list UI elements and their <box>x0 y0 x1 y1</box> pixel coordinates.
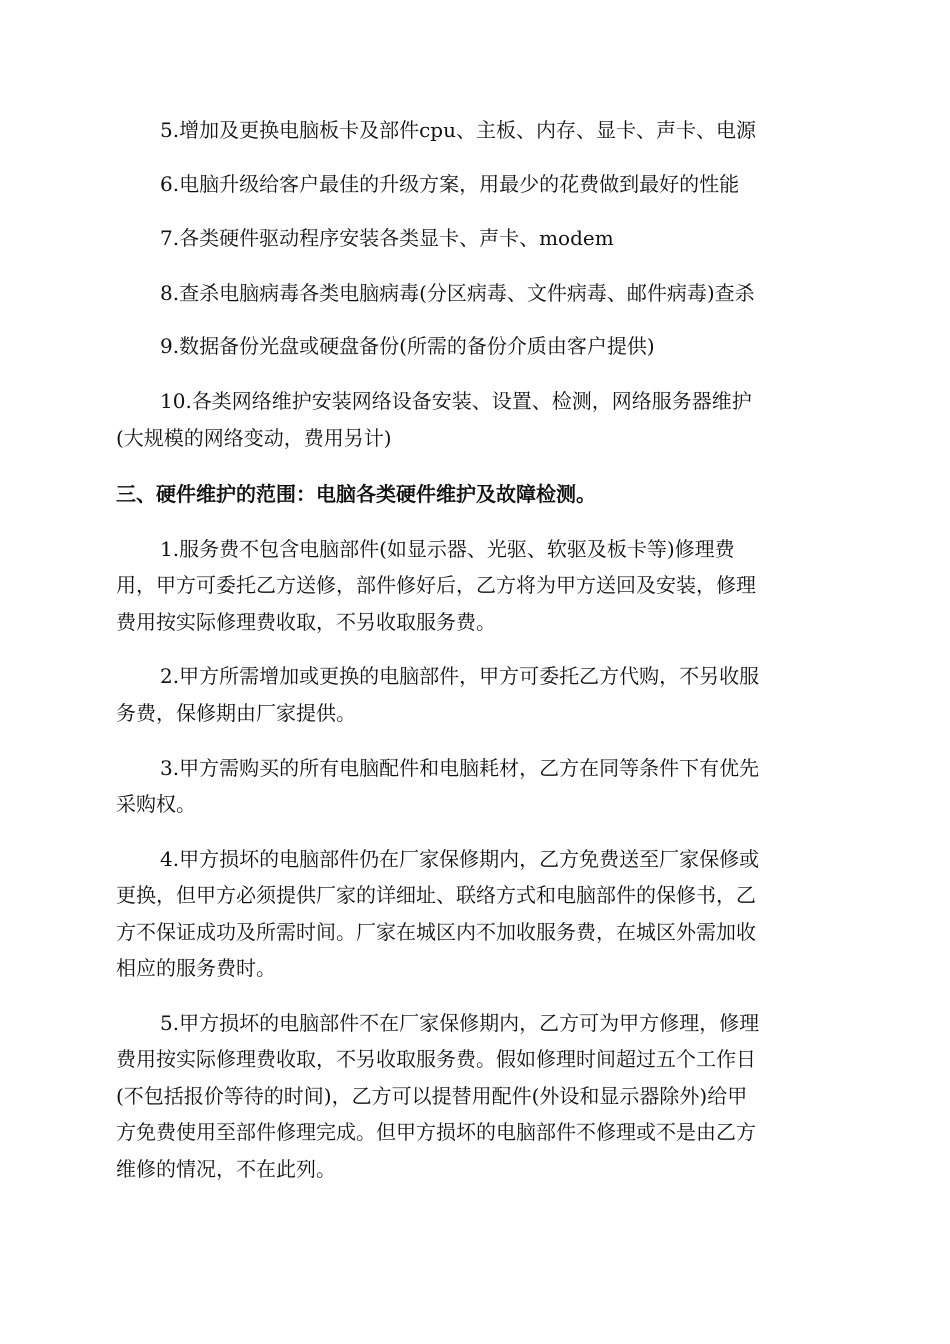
paragraph-2-line-2: 务费，保修期由厂家提供。 <box>116 701 356 725</box>
paragraph-4-line-3: 方不保证成功及所需时间。厂家在城区内不加收服务费，在城区外需加收 <box>116 920 756 944</box>
paragraph-5-line-2: 费用按实际修理费收取，不另收取服务费。假如修理时间超过五个工作日 <box>116 1047 756 1071</box>
item-7-line: 7.各类硬件驱动程序安装各类显卡、声卡、modem <box>160 226 614 250</box>
paragraph-5-line-3: (不包括报价等待的时间)，乙方可以提替用配件(外设和显示器除外)给甲 <box>116 1084 748 1108</box>
paragraph-3-line-1: 3.甲方需购买的所有电脑配件和电脑耗材，乙方在同等条件下有优先 <box>160 756 760 780</box>
paragraph-4-line-1: 4.甲方损坏的电脑部件仍在厂家保修期内，乙方免费送至厂家保修或 <box>160 847 760 871</box>
paragraph-4-line-4: 相应的服务费时。 <box>116 956 276 980</box>
paragraph-1-line-2: 用，甲方可委托乙方送修，部件修好后，乙方将为甲方送回及安装，修理 <box>116 573 756 597</box>
paragraph-1-line-1: 1.服务费不包含电脑部件(如显示器、光驱、软驱及板卡等)修理费 <box>160 537 735 561</box>
paragraph-2-line-1: 2.甲方所需增加或更换的电脑部件，甲方可委托乙方代购，不另收服 <box>160 664 760 688</box>
paragraph-5-line-4: 方免费使用至部件修理完成。但甲方损坏的电脑部件不修理或不是由乙方 <box>116 1120 756 1144</box>
item-8-line: 8.查杀电脑病毒各类电脑病毒(分区病毒、文件病毒、邮件病毒)查杀 <box>160 281 755 305</box>
item-9-line: 9.数据备份光盘或硬盘备份(所需的备份介质由客户提供) <box>160 334 655 358</box>
paragraph-3-line-2: 采购权。 <box>116 792 196 816</box>
item-6-line: 6.电脑升级给客户最佳的升级方案，用最少的花费做到最好的性能 <box>160 172 740 196</box>
paragraph-5-line-1: 5.甲方损坏的电脑部件不在厂家保修期内，乙方可为甲方修理，修理 <box>160 1011 760 1035</box>
section-3-heading: 三、硬件维护的范围：电脑各类硬件维护及故障检测。 <box>116 482 596 506</box>
paragraph-1-line-3: 费用按实际修理费收取，不另收取服务费。 <box>116 610 496 634</box>
paragraph-5-line-5: 维修的情况，不在此列。 <box>116 1157 336 1181</box>
paragraph-4-line-2: 更换，但甲方必须提供厂家的详细址、联络方式和电脑部件的保修书，乙 <box>116 883 756 907</box>
item-5-line: 5.增加及更换电脑板卡及部件cpu、主板、内存、显卡、声卡、电源 <box>160 118 756 142</box>
item-10-line-1: 10.各类网络维护安装网络设备安装、设置、检测，网络服务器维护 <box>160 389 752 413</box>
item-10-line-2: (大规模的网络变动，费用另计) <box>116 426 392 450</box>
